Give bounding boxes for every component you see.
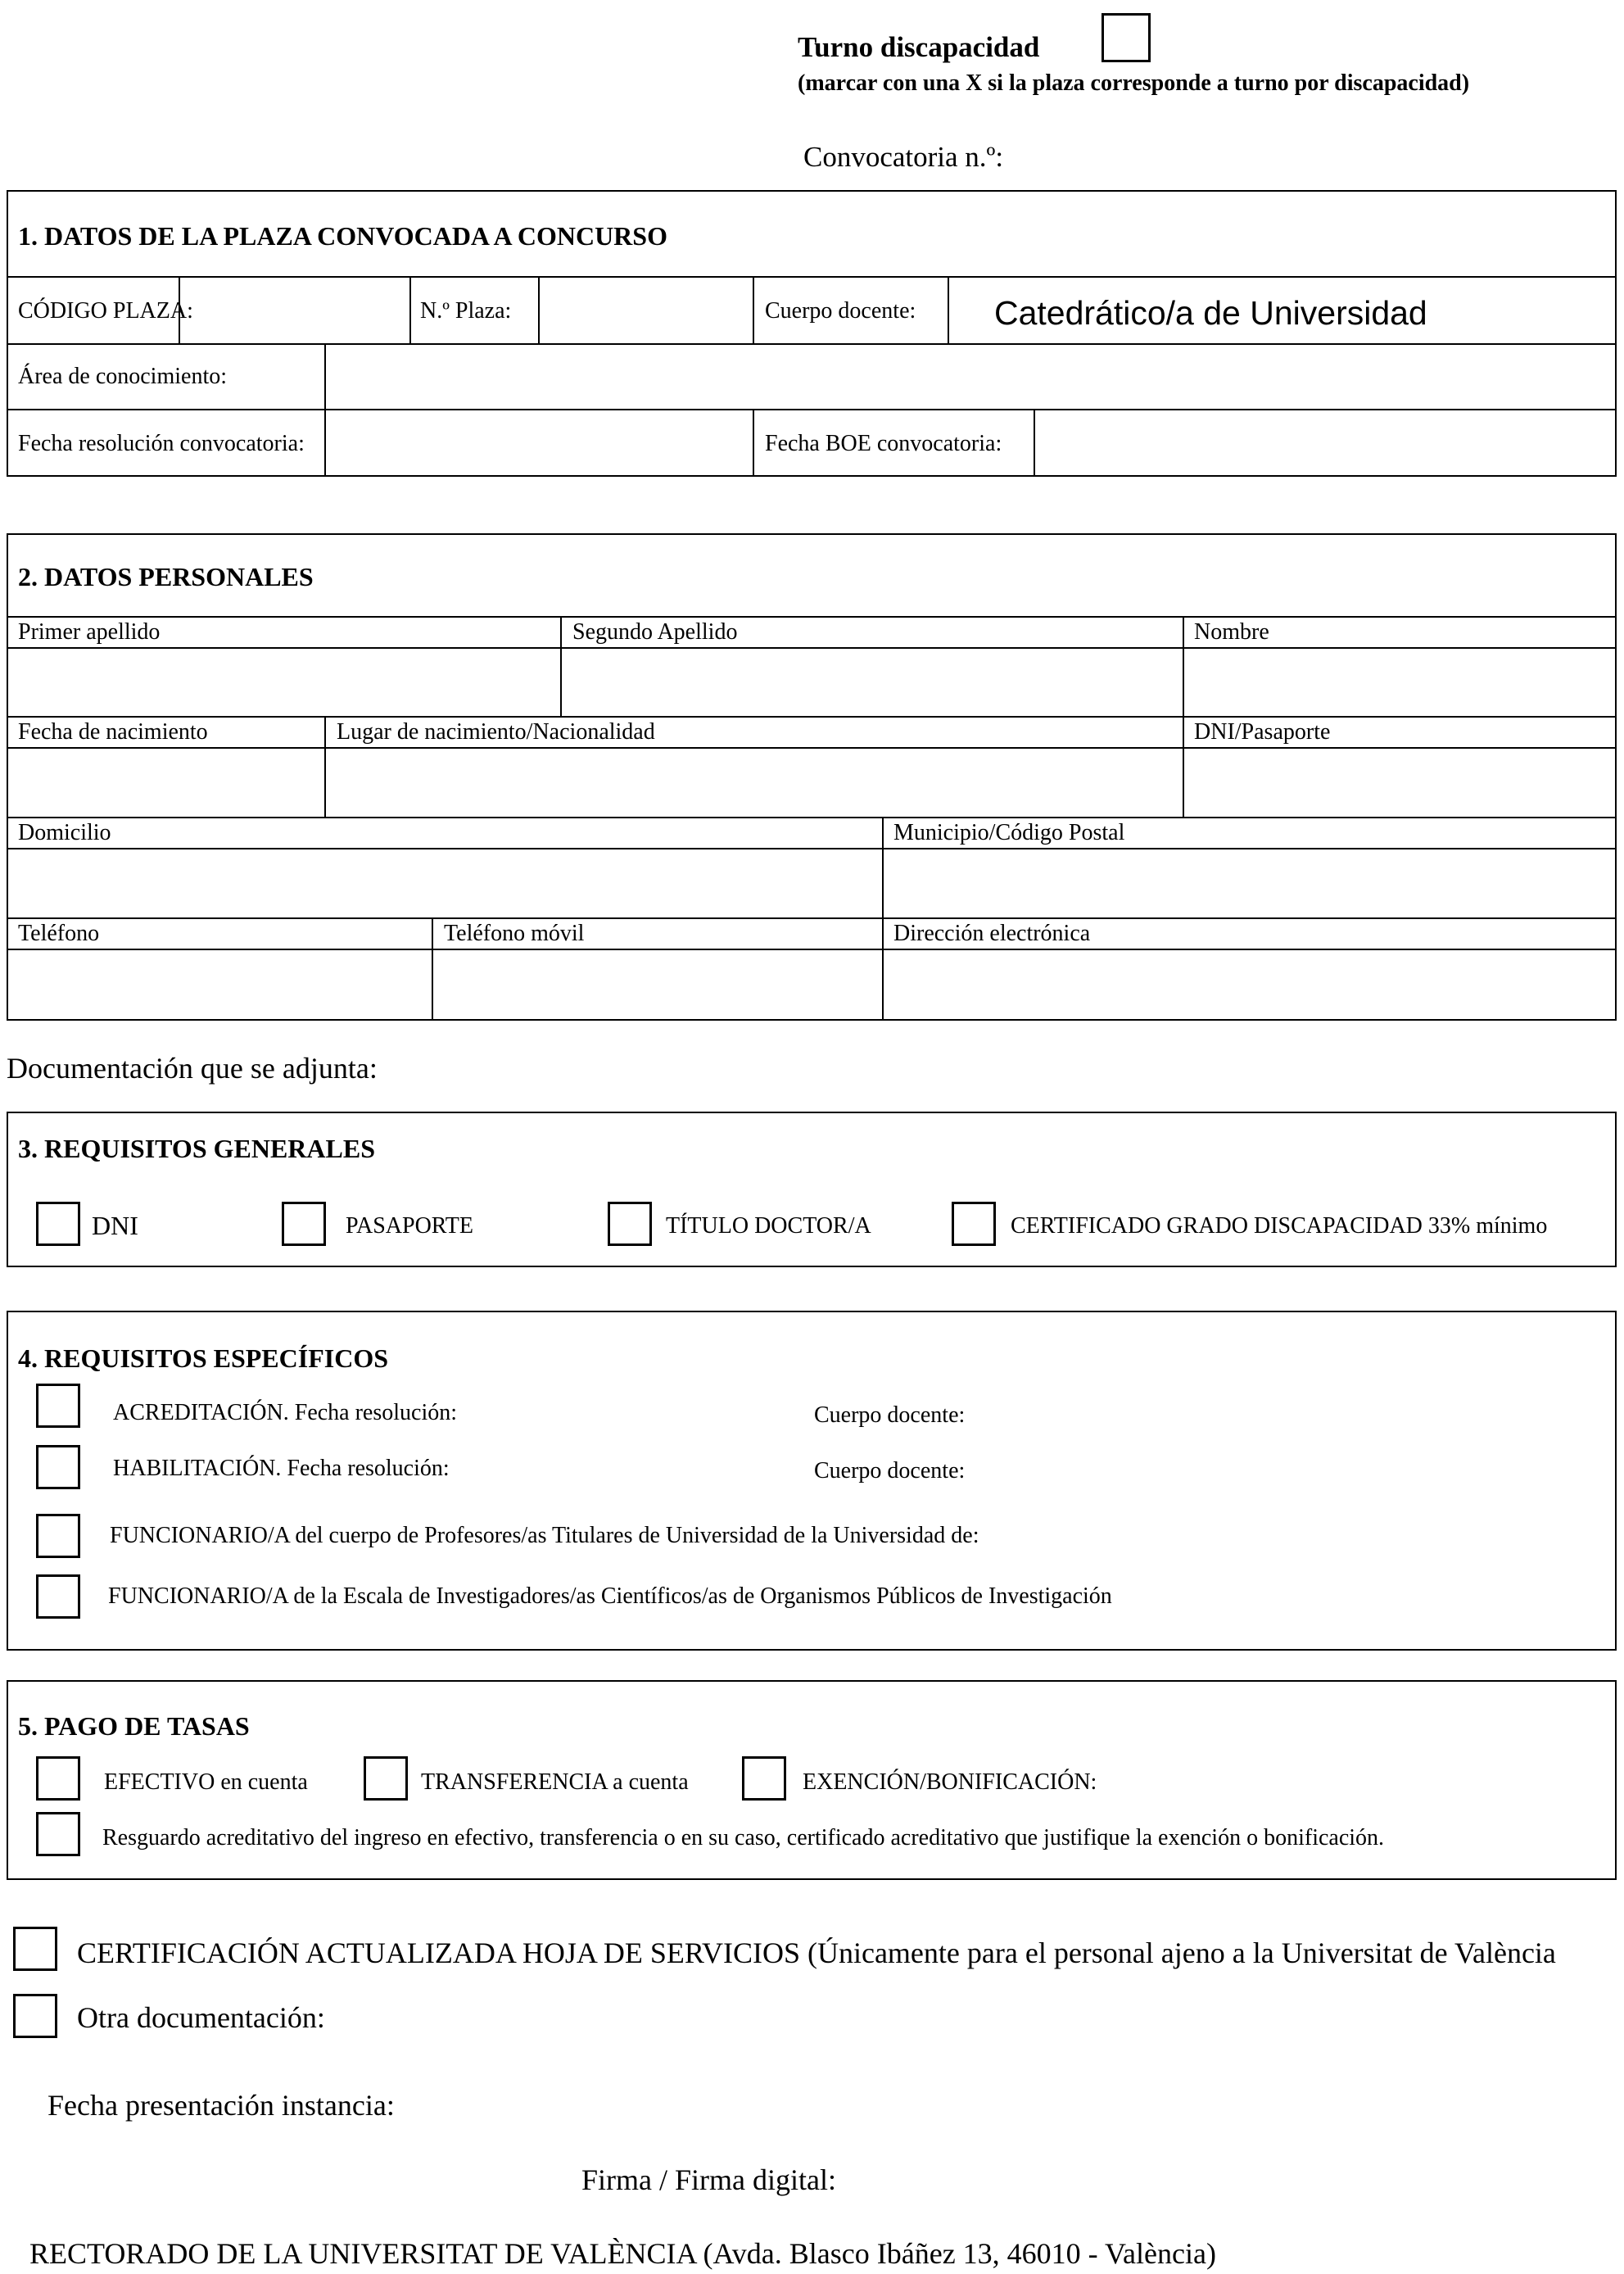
- segundo-apellido-label: Segundo Apellido: [572, 619, 738, 645]
- acreditacion-cuerpo-docente-label: Cuerpo docente:: [814, 1402, 966, 1428]
- fecha-boe-field[interactable]: [1037, 412, 1613, 473]
- fecha-presentacion-field[interactable]: [409, 2081, 983, 2125]
- codigo-plaza-field[interactable]: [182, 279, 406, 340]
- exencion-checkbox[interactable]: [742, 1756, 786, 1801]
- telefono-field[interactable]: [10, 952, 428, 1017]
- primer-apellido-field[interactable]: [10, 650, 557, 713]
- funcionario-titulares-checkbox[interactable]: [36, 1514, 80, 1558]
- divider: [324, 343, 326, 477]
- divider: [882, 817, 884, 917]
- titulo-doctor-option-label: TÍTULO DOCTOR/A: [666, 1213, 871, 1239]
- lugar-nacimiento-field[interactable]: [328, 750, 1179, 813]
- funcionario-escala-label: FUNCIONARIO/A de la Escala de Investigadores/as Científicos/as de Organismos Públicos de Investigación: [108, 1583, 1112, 1609]
- fecha-nacimiento-field[interactable]: [10, 750, 321, 813]
- divider: [948, 276, 949, 343]
- divider: [7, 917, 1617, 919]
- domicilio-field[interactable]: [10, 851, 879, 914]
- n-plaza-label: N.º Plaza:: [420, 298, 512, 324]
- dni-pasaporte-field[interactable]: [1186, 750, 1613, 813]
- area-conocimiento-label: Área de conocimiento:: [18, 364, 228, 389]
- divider: [753, 276, 754, 343]
- efectivo-checkbox[interactable]: [36, 1756, 80, 1801]
- divider: [7, 647, 1617, 649]
- convocatoria-label: Convocatoria n.º:: [803, 141, 1004, 173]
- dni-checkbox[interactable]: [36, 1202, 80, 1246]
- divider: [1034, 409, 1035, 477]
- nombre-field[interactable]: [1186, 650, 1613, 713]
- dni-option-label: DNI: [92, 1211, 138, 1240]
- segundo-apellido-field[interactable]: [563, 650, 1179, 713]
- domicilio-label: Domicilio: [18, 820, 111, 845]
- dni-pasaporte-label: DNI/Pasaporte: [1194, 719, 1331, 745]
- fecha-boe-label: Fecha BOE convocatoria:: [765, 431, 1002, 456]
- primer-apellido-label: Primer apellido: [18, 619, 161, 645]
- divider: [560, 616, 562, 716]
- telefono-movil-field[interactable]: [435, 952, 879, 1017]
- divider: [7, 409, 1617, 410]
- habilitacion-checkbox[interactable]: [36, 1445, 80, 1489]
- municipio-label: Municipio/Código Postal: [893, 820, 1125, 845]
- divider: [7, 276, 1617, 278]
- acreditacion-checkbox[interactable]: [36, 1384, 80, 1428]
- direccion-electronica-field[interactable]: [885, 952, 1613, 1017]
- turno-discapacidad-note: (marcar con una X si la plaza corresponde a turno por discapacidad): [798, 70, 1470, 96]
- divider: [7, 949, 1617, 950]
- fecha-nacimiento-label: Fecha de nacimiento: [18, 719, 208, 745]
- divider: [538, 276, 540, 343]
- divider: [432, 917, 433, 1021]
- section-requisitos-generales-title: 3. REQUISITOS GENERALES: [18, 1134, 375, 1163]
- certificacion-checkbox[interactable]: [13, 1927, 57, 1971]
- divider: [7, 716, 1617, 718]
- municipio-field[interactable]: [885, 851, 1613, 914]
- fecha-resolucion-label: Fecha resolución convocatoria:: [18, 431, 305, 456]
- section-plaza-title: 1. DATOS DE LA PLAZA CONVOCADA A CONCURSO: [18, 221, 667, 251]
- divider: [882, 917, 884, 1021]
- funcionario-titulares-label: FUNCIONARIO/A del cuerpo de Profesores/as Titulares de Universidad de la Universidad de:: [110, 1523, 979, 1548]
- divider: [1183, 616, 1184, 716]
- acreditacion-label: ACREDITACIÓN. Fecha resolución:: [113, 1400, 458, 1425]
- documentacion-label: Documentación que se adjunta:: [7, 1052, 378, 1085]
- divider: [7, 616, 1617, 618]
- certificacion-label: CERTIFICACIÓN ACTUALIZADA HOJA DE SERVICIOS (Únicamente para el personal ajeno a la Universitat de València: [77, 1937, 1556, 1969]
- cuerpo-docente-value[interactable]: Catedrático/a de Universidad: [994, 294, 1427, 332]
- area-conocimiento-field[interactable]: [328, 347, 1613, 405]
- fecha-resolucion-field[interactable]: [328, 412, 749, 473]
- divider: [409, 276, 411, 343]
- funcionario-escala-checkbox[interactable]: [36, 1574, 80, 1619]
- turno-discapacidad-checkbox[interactable]: [1102, 13, 1151, 62]
- section-personal-title: 2. DATOS PERSONALES: [18, 562, 314, 591]
- codigo-plaza-label: CÓDIGO PLAZA:: [18, 298, 193, 324]
- habilitacion-label: HABILITACIÓN. Fecha resolución:: [113, 1456, 450, 1481]
- divider: [7, 343, 1617, 345]
- resguardo-label: Resguardo acreditativo del ingreso en efectivo, transferencia o en su caso, certificado acreditativo que justifique la exención o bonificación.: [102, 1825, 1385, 1850]
- certificado-discapacidad-option-label: CERTIFICADO GRADO DISCAPACIDAD 33% mínimo: [1011, 1213, 1548, 1239]
- divider: [324, 716, 326, 817]
- divider: [7, 817, 1617, 818]
- n-plaza-field[interactable]: [541, 279, 749, 340]
- otra-documentacion-field[interactable]: [344, 1994, 1605, 2038]
- titulo-doctor-checkbox[interactable]: [608, 1202, 652, 1246]
- telefono-movil-label: Teléfono móvil: [444, 921, 585, 946]
- certificado-discapacidad-checkbox[interactable]: [952, 1202, 996, 1246]
- otra-documentacion-checkbox[interactable]: [13, 1994, 57, 2038]
- direccion-electronica-label: Dirección electrónica: [893, 921, 1091, 946]
- transferencia-checkbox[interactable]: [364, 1756, 408, 1801]
- fecha-presentacion-label: Fecha presentación instancia:: [47, 2089, 395, 2122]
- exencion-label: EXENCIÓN/BONIFICACIÓN:: [803, 1769, 1097, 1795]
- divider: [753, 409, 754, 477]
- turno-discapacidad-title: Turno discapacidad: [798, 31, 1040, 63]
- firma-label: Firma / Firma digital:: [581, 2163, 836, 2196]
- otra-documentacion-label: Otra documentación:: [77, 2001, 325, 2034]
- pasaporte-checkbox[interactable]: [282, 1202, 326, 1246]
- habilitacion-cuerpo-docente-label: Cuerpo docente:: [814, 1458, 966, 1484]
- divider: [7, 848, 1617, 849]
- lugar-nacimiento-label: Lugar de nacimiento/Nacionalidad: [337, 719, 655, 745]
- divider: [7, 747, 1617, 749]
- section-requisitos-especificos-title: 4. REQUISITOS ESPECÍFICOS: [18, 1343, 388, 1373]
- telefono-label: Teléfono: [18, 921, 100, 946]
- section-pago-tasas-title: 5. PAGO DE TASAS: [18, 1711, 250, 1741]
- efectivo-label: EFECTIVO en cuenta: [104, 1769, 308, 1795]
- firma-field[interactable]: [852, 2150, 1507, 2199]
- resguardo-checkbox[interactable]: [36, 1812, 80, 1856]
- rectorado-address: RECTORADO DE LA UNIVERSITAT DE VALÈNCIA (Avda. Blasco Ibáñez 13, 46010 - València): [29, 2237, 1216, 2270]
- divider: [1183, 716, 1184, 817]
- nombre-label: Nombre: [1194, 619, 1269, 645]
- pasaporte-option-label: PASAPORTE: [346, 1213, 474, 1239]
- transferencia-label: TRANSFERENCIA a cuenta: [421, 1769, 689, 1795]
- cuerpo-docente-label: Cuerpo docente:: [765, 298, 916, 324]
- convocatoria-field[interactable]: [1024, 131, 1433, 172]
